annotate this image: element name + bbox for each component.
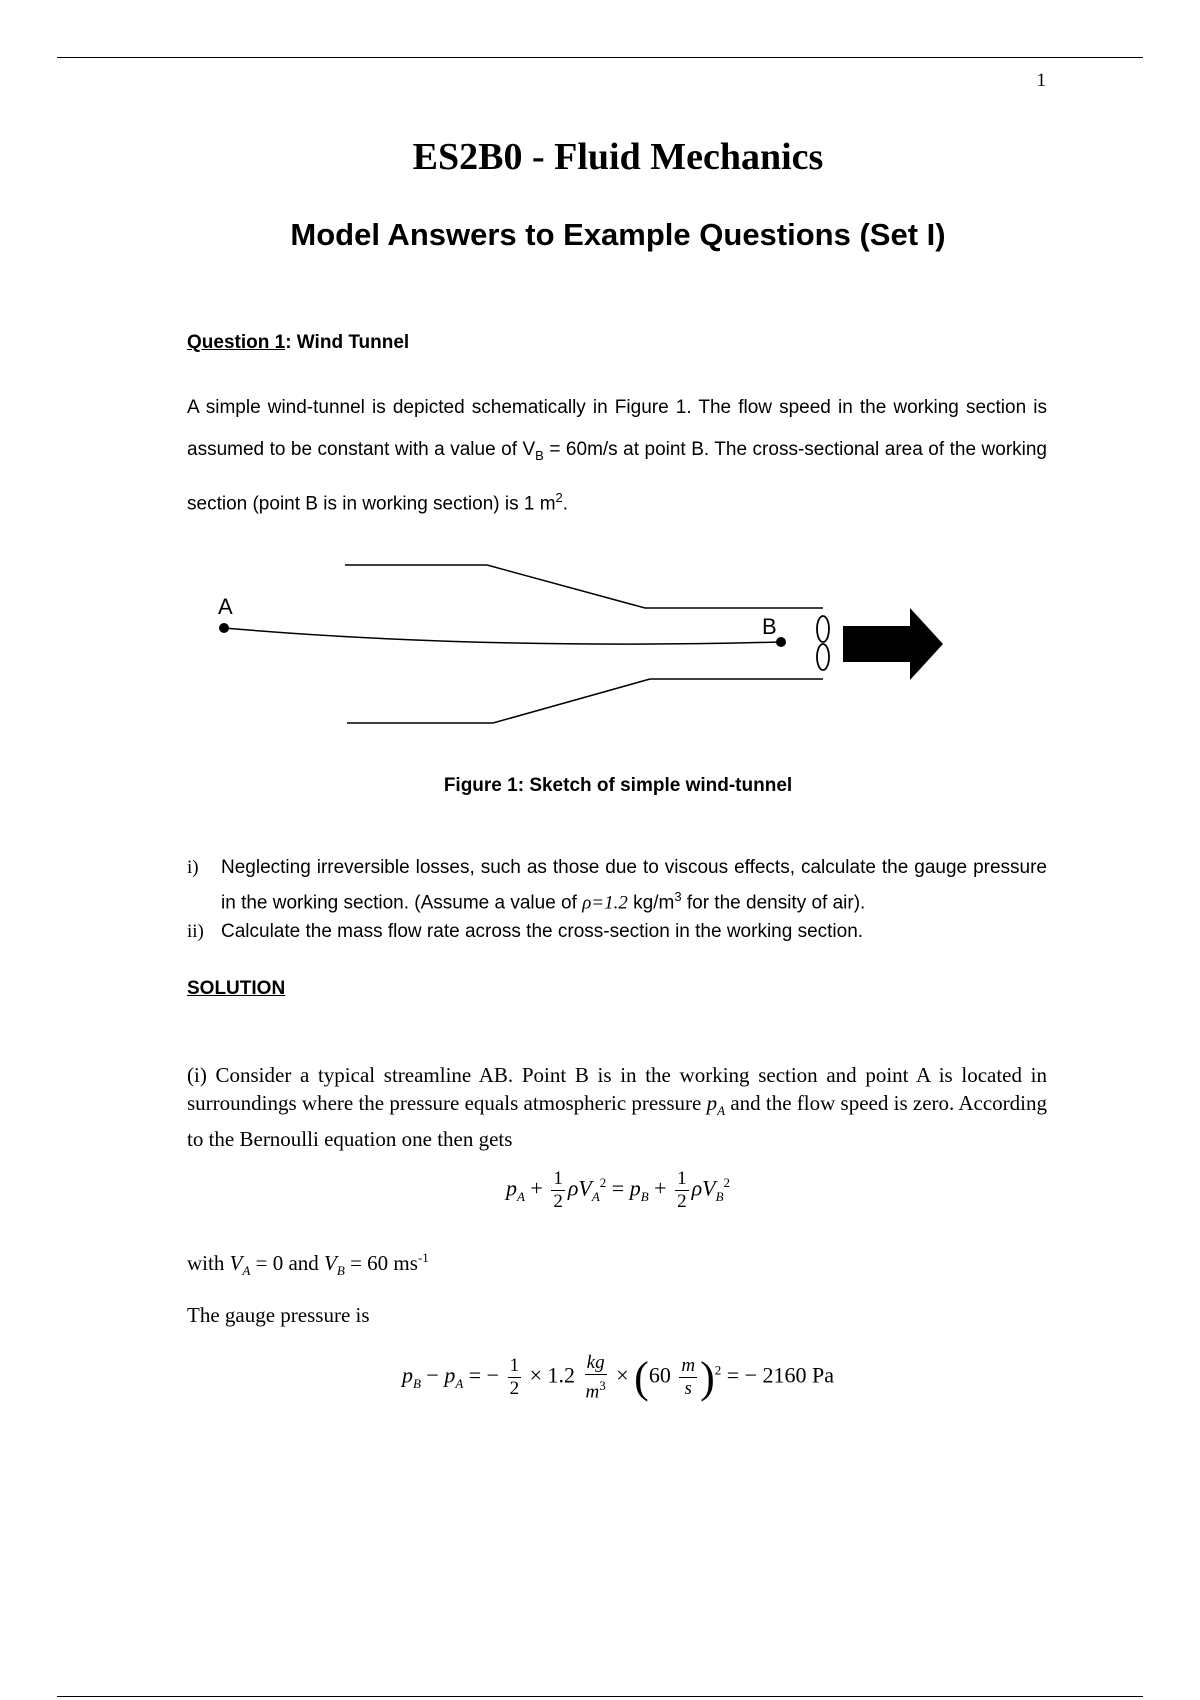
question-topic: : Wind Tunnel (285, 332, 410, 353)
question-intro (187, 387, 1047, 525)
top-rule (57, 57, 1143, 58)
boundary-conditions: with $V_A = 0$ and $V_B = 60$ $ms^{-1}$ (187, 1250, 429, 1279)
question-label: Question 1 (187, 332, 286, 353)
question-part-i (187, 853, 1047, 917)
tunnel-bottom-wall-contraction (493, 679, 650, 723)
document-title: ES2B0 - Fluid Mechanics (412, 136, 824, 178)
question-part-ii (187, 917, 1047, 946)
bottom-rule (57, 1696, 1143, 1697)
solution-heading: SOLUTION (187, 978, 286, 999)
intro-subscript: B (535, 447, 544, 463)
page-number: 1 (1036, 70, 1046, 91)
point-a-dot (219, 623, 229, 633)
part-number: ii) (187, 921, 204, 943)
gauge-pressure-equation: $p_B - p_A$ = − $\frac{1}{2}$ × 1.2 $\frac{kg}{m^3}$ × (60 $\frac{m}{s}$ )$^2$ = − 2160 Pa (401, 1352, 835, 1403)
bernoulli-equation: $p_A$ + $\frac{1}{2}$ $\rho V_A^2 = p_B$ + $\frac{1}{2}$ $\rho V_B^2$ (505, 1168, 731, 1212)
intro-text-1: A simple wind-tunnel is depicted schematically in Figure 1. The flow speed in the working section is assumed to be constant with a value of V (187, 397, 1047, 460)
wind-tunnel-figure (0, 540, 1200, 740)
intro-superscript: 2 (555, 489, 563, 505)
point-b-dot (776, 637, 786, 647)
question-parts (187, 853, 1047, 946)
point-a-label: A (218, 594, 233, 619)
intro-text-3: . (562, 493, 569, 515)
solution-paragraph: (i) Consider a typical streamline AB. Point B is in the working section and point A is located in surroundings where the pressure equals atmospheric pressure $p_A$ and the flow speed is zero. According to the Bernoulli equation one then gets (187, 1063, 1047, 1152)
question-heading (187, 332, 409, 354)
flow-direction-arrow-icon (843, 608, 943, 680)
figure-caption: Figure 1: Sketch of simple wind-tunnel (443, 775, 793, 796)
gauge-pressure-text: The gauge pressure is (187, 1303, 370, 1327)
fan-icon (817, 616, 829, 670)
point-b-label: B (762, 614, 777, 639)
result-value: = − 2160 Pa (726, 1362, 835, 1388)
rho-value: ρ=1.2 (582, 892, 628, 914)
streamline-ab (224, 628, 780, 644)
intro-text-2: = 60m/s at point B. The cross-sectional area of the working section (point B is in working section) is 1 m (187, 439, 1047, 515)
tunnel-top-wall-contraction (487, 565, 645, 608)
part-text: Calculate the mass flow rate across the cross-section in the working section. (221, 921, 864, 943)
document-subtitle: Model Answers to Example Questions (Set I) (290, 217, 946, 252)
part-number: i) (187, 857, 199, 878)
part-text: Neglecting irreversible losses, such as those due to viscous effects, calculate the gauge pressure in the working section. (Assume a value of ρ=1.2 $kg/m^3$ for the density of air). (221, 857, 1047, 914)
